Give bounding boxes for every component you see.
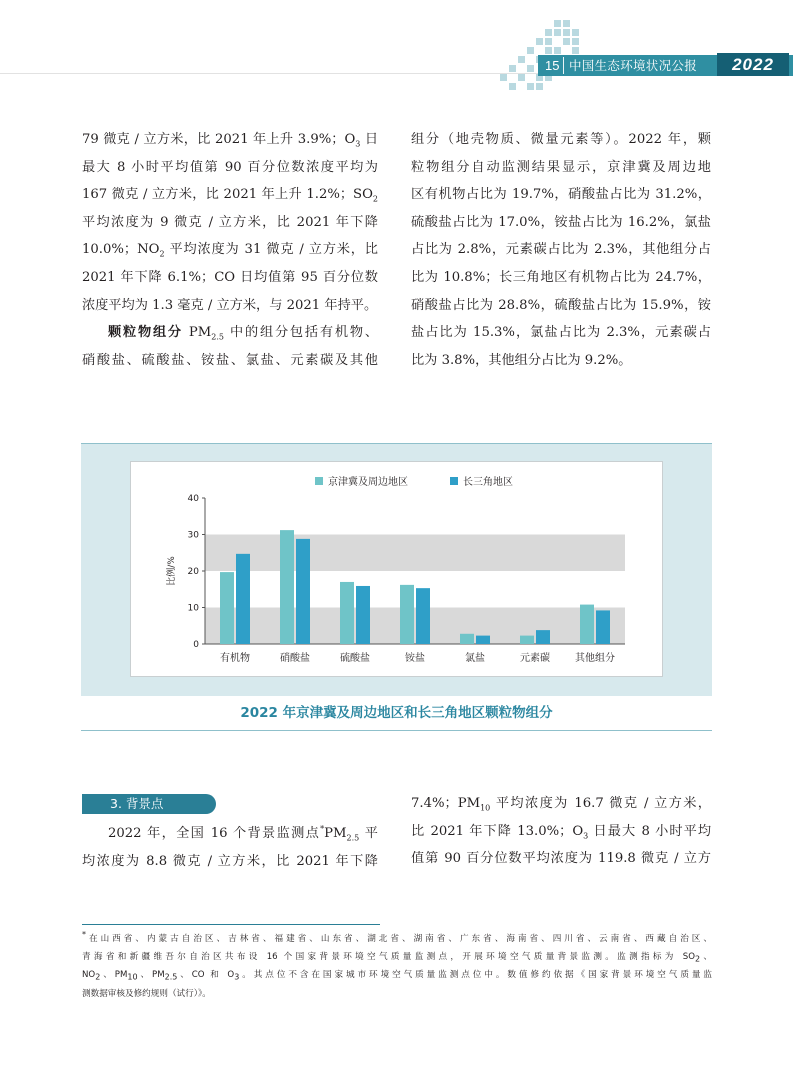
bar-changsanjiao	[236, 554, 250, 644]
mosaic-tile	[554, 29, 561, 36]
bar-changsanjiao	[476, 636, 490, 644]
mosaic-tile	[518, 56, 525, 63]
category-label: 有机物	[220, 653, 250, 664]
figure-caption: 2022 年京津冀及周边地区和长三角地区颗粒物组分	[81, 696, 712, 731]
mosaic-tile	[509, 65, 516, 72]
mosaic-tile	[572, 38, 579, 45]
mosaic-tile	[572, 29, 579, 36]
text-line: 79 微克 / 立方米，比 2021 年上升 3.9%；$O_3$ 日	[82, 132, 379, 149]
bar-jingjinji	[340, 582, 354, 644]
mosaic-tile	[518, 74, 525, 81]
y-tick-label: 10	[187, 603, 199, 614]
bar-changsanjiao	[356, 586, 370, 644]
text-line: 167 微克 / 立方米，比 2021 年上升 1.2%；$SO_2$	[82, 187, 378, 204]
footnote	[82, 930, 712, 1003]
text-line: 硫酸盐占比为 17.0%，铵盐占比为 16.2%，氯盐	[411, 214, 711, 230]
text-line: 2021 年下降 6.1%；CO 日均值第 95 百分位数	[82, 269, 378, 285]
text-column-left	[82, 126, 378, 374]
bar-changsanjiao	[296, 539, 310, 644]
bar-jingjinji	[280, 530, 294, 644]
mosaic-tile	[563, 38, 570, 45]
page-number: 15	[545, 58, 560, 73]
bar-chart	[130, 461, 661, 675]
text-column-right	[411, 126, 711, 374]
bar-jingjinji	[400, 585, 414, 644]
y-tick-label: 30	[187, 530, 199, 541]
text-line: 2022 年，全国 16 个背景监测点$^*PM_{2.5}$ 平	[108, 824, 378, 843]
text-line: 盐占比为 15.3%，氯盐占比为 2.3%，元素碳占	[411, 325, 711, 341]
legend-label: 长三角地区	[463, 477, 513, 488]
bar-jingjinji	[520, 636, 534, 644]
legend-label: 京津冀及周边地区	[328, 477, 408, 488]
grid-band	[205, 535, 625, 572]
text-line: 组分（地壳物质、微量元素等）。2022 年，颗	[411, 132, 711, 147]
text-line: 平均浓度为 9 微克 / 立方米，比 2021 年下降	[82, 214, 378, 230]
text-line: 颗粒物组分 $PM_{2.5}$ 中的组分包括有机物、	[108, 325, 379, 342]
mosaic-tile	[545, 29, 552, 36]
text-line: 均浓度为 8.8 微克 / 立方米，比 2021 年下降	[82, 853, 378, 869]
text-line: 值第 90 百分位数平均浓度为 119.8 微克 / 立方	[411, 851, 711, 867]
legend-swatch	[315, 477, 323, 485]
mosaic-tile	[563, 29, 570, 36]
bar-changsanjiao	[416, 588, 430, 644]
mosaic-tile	[527, 83, 534, 90]
mosaic-tile	[527, 47, 534, 54]
bar-jingjinji	[220, 572, 234, 644]
mosaic-tile	[545, 38, 552, 45]
category-label: 元素碳	[520, 653, 550, 664]
bar-jingjinji	[580, 605, 594, 644]
header-separator	[563, 57, 564, 74]
mosaic-tile	[545, 47, 552, 54]
category-label: 氯盐	[465, 653, 485, 664]
y-axis-label: 比例/%	[167, 556, 177, 586]
mosaic-tile	[536, 38, 543, 45]
publication-title: 中国生态环境状况公报	[569, 58, 698, 73]
bar-jingjinji	[460, 634, 474, 644]
y-tick-label: 20	[187, 567, 199, 577]
mosaic-tile	[572, 47, 579, 54]
y-tick-label: 0	[193, 640, 199, 650]
text-line: 占比为 2.8%，元素碳占比为 2.3%，其他组分占	[411, 242, 711, 258]
mosaic-tile	[536, 83, 543, 90]
mosaic-tile	[500, 74, 507, 81]
mosaic-tile	[563, 20, 570, 27]
category-label: 其他组分	[575, 653, 615, 664]
category-label: 硫酸盐	[340, 653, 370, 664]
footnote-line: *在山西省、内蒙古自治区、吉林省、福建省、山东省、湖北省、湖南省、广东省、海南省、四川省、云南省、西藏自治区、	[82, 930, 712, 944]
text-line: 10.0%；$NO_2$ 平均浓度为 31 微克 / 立方米，比	[82, 242, 378, 260]
text-line: 比为 3.8%，其他组分占比为 9.2%。	[411, 352, 632, 368]
mosaic-tile	[554, 47, 561, 54]
legend-swatch	[450, 477, 458, 485]
text-column-section3-left	[82, 820, 378, 875]
text-column-section3-right	[411, 790, 711, 873]
text-line: 硝酸盐占比为 28.8%，硫酸盐占比为 15.9%，铵	[411, 297, 711, 313]
mosaic-tile	[554, 20, 561, 27]
mosaic-tile	[527, 65, 534, 72]
bar-changsanjiao	[596, 610, 610, 644]
footnote-line: 青海省和新疆维吾尔自治区共布设 16 个国家背景环境空气质量监测点，开展环境空气质量背景监测。监测指标为 $SO_2$、	[82, 952, 712, 964]
paragraph-heading: 颗粒物组分	[108, 325, 183, 341]
mosaic-tile	[509, 83, 516, 90]
publication-year: 2022	[717, 53, 789, 76]
text-line: 7.4%；$PM_{10}$ 平均浓度为 16.7 微克 / 立方米，	[411, 796, 711, 813]
footnote-line: $NO_2$、$PM_{10}$、$PM_{2.5}$、CO 和 $O_3$。其点位不含在国家城市环境空气质量监测点位中。数值修约依据《国家背景环境空气质量监	[82, 970, 712, 983]
grid-band	[205, 608, 625, 645]
category-label: 铵盐	[405, 653, 425, 664]
footnote-rule	[82, 924, 380, 925]
text-line: 比 2021 年下降 13.0%；$O_3$ 日最大 8 小时平均	[411, 823, 712, 841]
category-label: 硝酸盐	[280, 653, 310, 664]
text-line: 比为 10.8%；长三角地区有机物占比为 24.7%，	[411, 269, 711, 285]
y-tick-label: 40	[187, 494, 199, 504]
text-line: 区有机物占比为 19.7%，硝酸盐占比为 31.2%，	[411, 187, 711, 203]
bar-changsanjiao	[536, 630, 550, 644]
text-line: 最大 8 小时平均值第 90 百分位数浓度平均为	[82, 159, 378, 175]
section-heading: 3. 背景点	[82, 794, 216, 814]
text-line: 硝酸盐、硫酸盐、铵盐、氯盐、元素碳及其他	[82, 352, 378, 368]
text-line: 粒物组分自动监测结果显示，京津冀及周边地	[411, 159, 711, 175]
footnote-line: 测数据审核及修约规则（试行）》。	[82, 988, 211, 999]
text-line: 浓度平均为 1.3 毫克 / 立方米，与 2021 年持平。	[82, 297, 378, 313]
